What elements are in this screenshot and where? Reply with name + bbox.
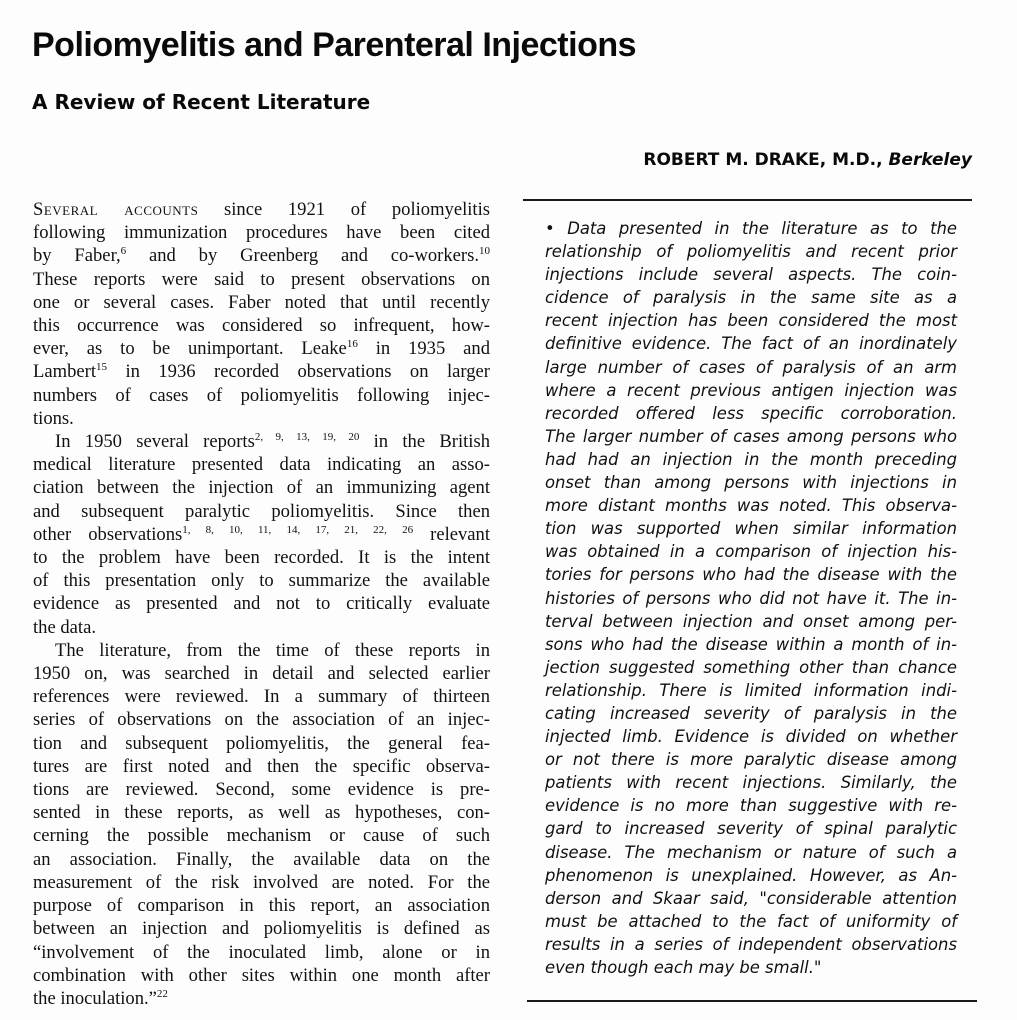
text-line: 1950 on, was searched in detail and selected earlier	[33, 663, 490, 685]
text-line: this occurrence was considered so infrequent, how-	[33, 315, 490, 337]
abstract-line: injected limb. Evidence is divided on whether	[545, 727, 957, 747]
abstract-line: disease. The mechanism or nature of such a	[545, 842, 957, 862]
abstract-bottom-rule	[527, 1000, 977, 1002]
text-line: evidence as presented and not to critically evaluate	[33, 593, 490, 615]
text-line: “involvement of the inoculated limb, alone or in	[33, 941, 490, 963]
reference-superscript: 22	[156, 987, 168, 1000]
text-line: cerning the possible mechanism or cause of such	[33, 825, 490, 847]
body-text-column	[33, 198, 490, 1010]
abstract-line: cating increased severity of paralysis in the	[545, 703, 957, 723]
reference-superscript: 1, 8, 10, 11, 14, 17, 21, 22, 26	[182, 523, 414, 536]
text-line: purpose of comparison in this report, an association	[33, 895, 490, 917]
text-line: ever, as to be unimportant. Leake$^{16}$ in 1935 and	[33, 338, 491, 360]
text-line: medical literature presented data indicating an asso-	[33, 454, 490, 476]
text-line: other observations$^{1, 8, 10, 11, 14, 17, 21, 22, 26}$ relevant	[33, 523, 491, 545]
text-line: references were reviewed. In a summary of thirteen	[33, 686, 490, 708]
abstract-line: The larger number of cases among persons who	[545, 426, 957, 446]
abstract-line: derson and Skaar said, "considerable attention	[545, 888, 957, 908]
abstract-line: large number of cases of paralysis of an arm	[545, 357, 957, 377]
abstract-line: • Data presented in the literature as to the	[545, 219, 957, 238]
abstract-line: evidence is no more than suggestive with re-	[545, 796, 957, 816]
text-line: Several accounts since 1921 of poliomyelitis	[33, 199, 491, 220]
abstract-top-rule	[523, 199, 972, 201]
text-line: the data.	[33, 616, 96, 638]
abstract-line: terval between injection and onset among per-	[545, 611, 957, 631]
abstract-line: onset than among persons with injections in	[545, 473, 957, 493]
text-line: numbers of cases of poliomyelitis following injec-	[33, 384, 490, 406]
text-line: tions.	[33, 407, 74, 429]
abstract-line: cidence of paralysis in the same site as a	[545, 288, 957, 308]
text-line: following immunization procedures have been cited	[33, 222, 490, 244]
text-line: Lambert$^{15}$ in 1936 recorded observations on larger	[33, 361, 490, 383]
abstract-line: had had an injection in the month preceding	[545, 449, 957, 469]
text-line: one or several cases. Faber noted that until recently	[33, 291, 490, 313]
article-title: Poliomyelitis and Parenteral Injections	[32, 26, 637, 64]
text-line: of this presentation only to summarize the available	[33, 570, 490, 592]
text-line: The literature, from the time of these reports in	[55, 639, 490, 661]
text-line: tures are first noted and then the specific observa-	[33, 755, 490, 777]
abstract-line: patients with recent injections. Similarly, the	[545, 773, 957, 793]
abstract-line: definitive evidence. The fact of an inordinately	[545, 334, 957, 354]
abstract-line: sons who had the disease within a month of in-	[545, 634, 957, 654]
abstract-line: must be attached to the fact of uniformity of	[545, 911, 957, 931]
text-line: tion and subsequent poliomyelitis, the general fea-	[33, 732, 490, 754]
reference-superscript: 15	[95, 361, 107, 374]
abstract-line: tories for persons who had the disease with the	[545, 565, 957, 585]
abstract-line: phenomenon is unexplained. However, as An-	[545, 865, 957, 885]
reference-superscript: 16	[346, 338, 358, 351]
abstract-line: recent injection has been considered the most	[545, 311, 957, 331]
abstract-line: tion was supported when similar information	[545, 519, 957, 539]
abstract-line: injections include several aspects. The coin-	[545, 265, 957, 285]
text-line: These reports were said to present observations on	[33, 268, 490, 290]
abstract-box	[545, 217, 957, 979]
text-line: an association. Finally, the available data on the	[33, 848, 490, 870]
abstract-line: or not there is more paralytic disease among	[545, 750, 957, 770]
lead-in-small-caps: Several accounts	[33, 199, 199, 220]
text-line: to the problem have been recorded. It is the intent	[33, 547, 490, 569]
abstract-line: recorded offered less specific corroboration.	[545, 403, 957, 423]
abstract-line: where a recent previous antigen injection was	[545, 380, 957, 400]
abstract-line: even though each may be small."	[545, 958, 822, 977]
text-line: sented in these reports, as well as hypotheses, con-	[33, 802, 490, 824]
text-line: series of observations on the association of an injec-	[33, 709, 490, 731]
text-line: and subsequent paralytic poliomyelitis. Since then	[33, 500, 490, 522]
abstract-line: results in a series of independent observations	[545, 934, 957, 954]
text-line: In 1950 several reports$^{2, 9, 13, 19, 20}$ in the British	[55, 430, 491, 453]
text-line: the inoculation.”$^{22}$	[33, 987, 168, 1009]
text-line: combination with other sites within one month after	[33, 964, 490, 986]
text-line: by Faber,$^6$ and by Greenberg and co-workers.$^{10}$	[33, 245, 490, 267]
text-line: ciation between the injection of an immunizing agent	[33, 477, 490, 499]
reference-superscript: 6	[120, 245, 127, 258]
reference-superscript: 10	[479, 245, 490, 258]
article-subtitle: A Review of Recent Literature	[32, 90, 371, 114]
abstract-line: was obtained in a comparison of injection his-	[545, 542, 957, 562]
abstract-line: more distant months was noted. This observa-	[545, 496, 957, 516]
text-line: tions are reviewed. Second, some evidence is pre-	[33, 779, 490, 801]
reference-superscript: 2, 9, 13, 19, 20	[254, 430, 360, 443]
text-line: between an injection and poliomyelitis is defined as	[33, 918, 490, 940]
abstract-line: jection suggested something other than chance	[545, 657, 957, 677]
abstract-line: histories of persons who did not have it. The in-	[545, 588, 957, 608]
text-line: measurement of the risk involved are noted. For the	[33, 871, 490, 893]
abstract-line: gard to increased severity of spinal paralytic	[545, 819, 957, 839]
abstract-line: relationship. There is limited information indi-	[545, 680, 957, 700]
author-byline	[643, 150, 972, 170]
author-name: ROBERT M. DRAKE, M.D.,	[643, 150, 883, 170]
abstract-line: relationship of poliomyelitis and recent prior	[545, 242, 957, 262]
author-location: Berkeley	[888, 150, 972, 170]
